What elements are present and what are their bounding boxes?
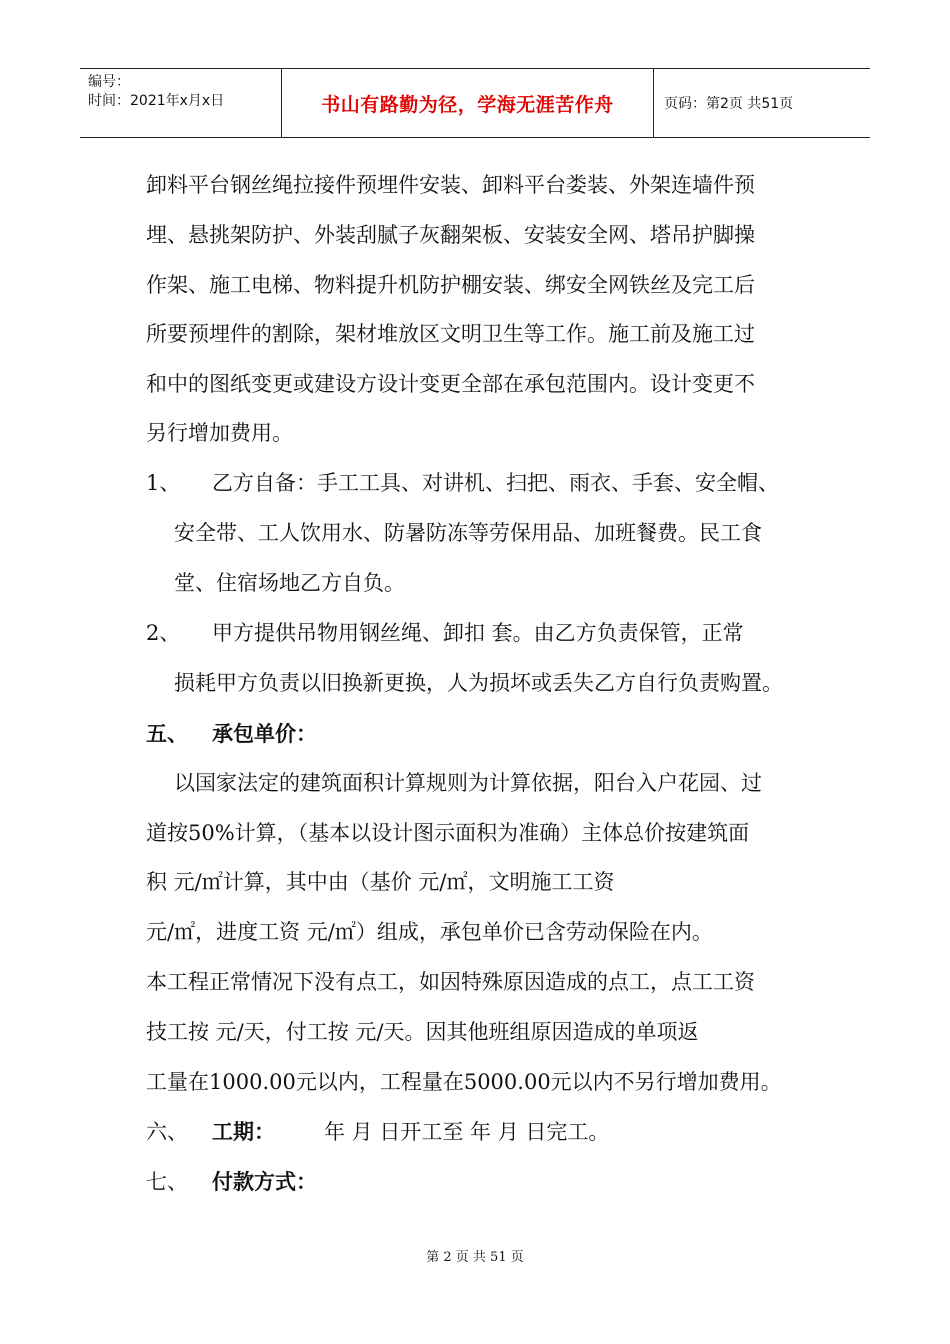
list-number: 1、 (146, 471, 181, 495)
body-line: 卸料平台钢丝绳拉接件预埋件安装、卸料平台娄装、外架连墙件预 (146, 173, 755, 197)
body-line: 埋、悬挑架防护、外装刮腻子灰翻架板、安装安全网、塔吊护脚操 (146, 223, 755, 247)
body-line: 安全带、工人饮用水、防暑防冻等劳保用品、加班餐费。民工食 (174, 521, 762, 545)
body-line: 本工程正常情况下没有点工，如因特殊原因造成的点工，点工工资 (146, 970, 755, 994)
document-number-label: 编号： (88, 74, 130, 90)
body-line: 道按50%计算，（基本以设计图示面积为准确）主体总价按建筑面 (146, 821, 750, 845)
body-line: 工量在1000.00元以内，工程量在5000.00元以内不另行增加费用。 (146, 1070, 782, 1094)
schedule-text: 年 月 日开工至 年 月 日完工。 (324, 1120, 610, 1144)
body-line: 以国家法定的建筑面积计算规则为计算依据，阳台入户花园、过 (174, 771, 762, 795)
header-meta (80, 69, 282, 137)
body-line: 元/㎡，进度工资 元/㎡）组成，承包单价已含劳动保险在内。 (146, 920, 713, 944)
section-number: 六、 (146, 1120, 188, 1144)
section-number: 五、 (146, 721, 188, 746)
section-number: 七、 (146, 1170, 188, 1194)
section-title: 工期： (212, 1119, 275, 1144)
section-title: 付款方式： (212, 1169, 317, 1194)
page-footer: 第 2 页 共 51 页 (426, 1250, 524, 1265)
header-motto: 书山有路勤为径，学海无涯苦作舟 (282, 69, 654, 137)
body-line: 损耗甲方负责以旧换新更换，人为损坏或丢失乙方自行负责购置。 (174, 671, 783, 695)
body-line: 积 元/㎡计算，其中由（基价 元/㎡，文明施工工资 (146, 870, 615, 894)
list-item-text: 乙方自备：手工工具、对讲机、扫把、雨衣、手套、安全帽、 (212, 471, 779, 495)
section-title: 承包单价： (212, 721, 317, 746)
body-line: 所要预埋件的割除，架材堆放区文明卫生等工作。施工前及施工过 (146, 322, 755, 346)
body-line: 堂、住宿场地乙方自负。 (174, 571, 405, 595)
header-page-info: 页码：第2页 共51页 (664, 96, 794, 112)
list-item-text: 甲方提供吊物用钢丝绳、卸扣 套。由乙方负责保管，正常 (212, 621, 744, 645)
document-date: 时间：2021年x月x日 (88, 93, 225, 109)
body-line: 另行增加费用。 (146, 421, 293, 445)
body-line: 作架、施工电梯、物料提升机防护棚安装、绑安全网铁丝及完工后 (146, 273, 755, 297)
body-line: 技工按 元/天，付工按 元/天。因其他班组原因造成的单项返 (146, 1020, 699, 1044)
list-number: 2、 (146, 621, 181, 645)
body-line: 和中的图纸变更或建设方设计变更全部在承包范围内。设计变更不 (146, 372, 755, 396)
document-header (80, 68, 870, 138)
